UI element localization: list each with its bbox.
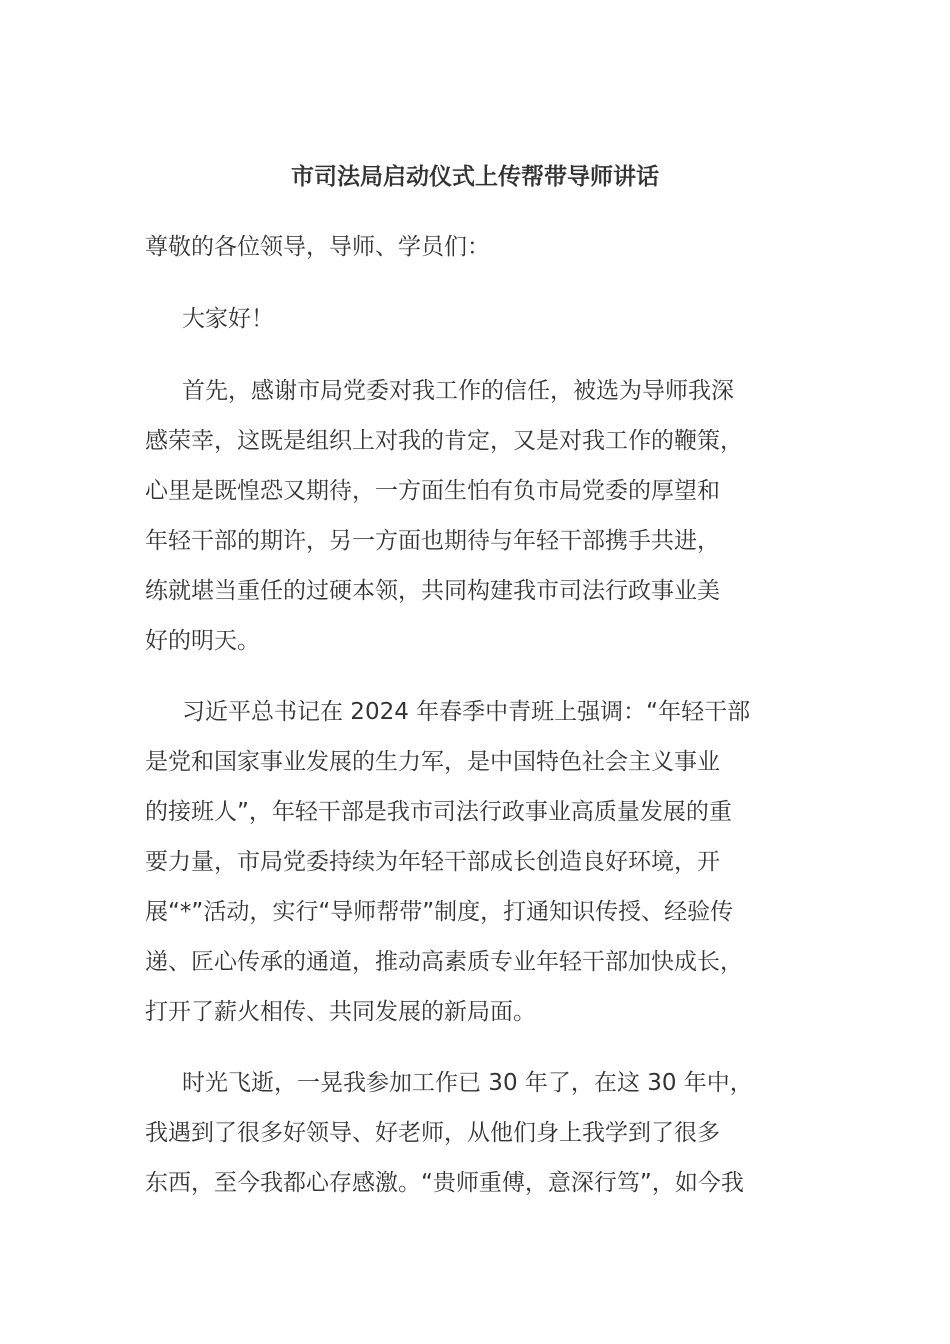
paragraph-line: 的接班人”，年轻干部是我市司法行政事业高质量发展的重 xyxy=(145,799,732,825)
paragraph-greeting xyxy=(145,304,815,354)
paragraph-line: 首先，感谢市局党委对我工作的信任，被选为导师我深 xyxy=(182,378,734,404)
paragraph-line: 是党和国家事业发展的生力军，是中国特色社会主义事业 xyxy=(145,749,720,775)
paragraph-line: 东西，至今我都心存感激。“贵师重傅，意深行笃”，如今我 xyxy=(145,1170,744,1196)
paragraph-line: 大家好！ xyxy=(182,306,274,332)
paragraph-line: 递、匠心传承的通道，推动高素质专业年轻干部加快成长， xyxy=(145,949,743,975)
document-title: 市司法局启动仪式上传帮带导师讲话 xyxy=(291,164,659,190)
paragraph-thanks xyxy=(145,376,815,676)
paragraph-line: 练就堪当重任的过硬本领，共同构建我市司法行政事业美 xyxy=(145,578,720,604)
paragraph-line: 年轻干部的期许，另一方面也期待与年轻干部携手共进， xyxy=(145,528,720,554)
paragraph-line: 我遇到了很多好领导、好老师，从他们身上我学到了很多 xyxy=(145,1120,720,1146)
paragraph-line: 时光飞逝，一晃我参加工作已 30 年了，在这 30 年中， xyxy=(182,1070,753,1096)
paragraph-line: 展“*”活动，实行“导师帮带”制度，打通知识传授、经验传 xyxy=(145,899,734,925)
paragraph-quote xyxy=(145,697,815,1047)
paragraph-experience xyxy=(145,1068,815,1218)
paragraph-line: 打开了薪火相传、共同发展的新局面。 xyxy=(145,999,536,1025)
paragraph-line: 感荣幸，这既是组织上对我的肯定，又是对我工作的鞭策， xyxy=(145,428,743,454)
paragraph-line: 要力量，市局党委持续为年轻干部成长创造良好环境，开 xyxy=(145,849,720,875)
paragraph-line: 好的明天。 xyxy=(145,628,260,654)
paragraph-line: 习近平总书记在 2024 年春季中青班上强调：“年轻干部 xyxy=(182,699,751,725)
salutation: 尊敬的各位领导，导师、学员们： xyxy=(145,234,490,260)
paragraph-line: 心里是既惶恐又期待，一方面生怕有负市局党委的厚望和 xyxy=(145,478,720,504)
